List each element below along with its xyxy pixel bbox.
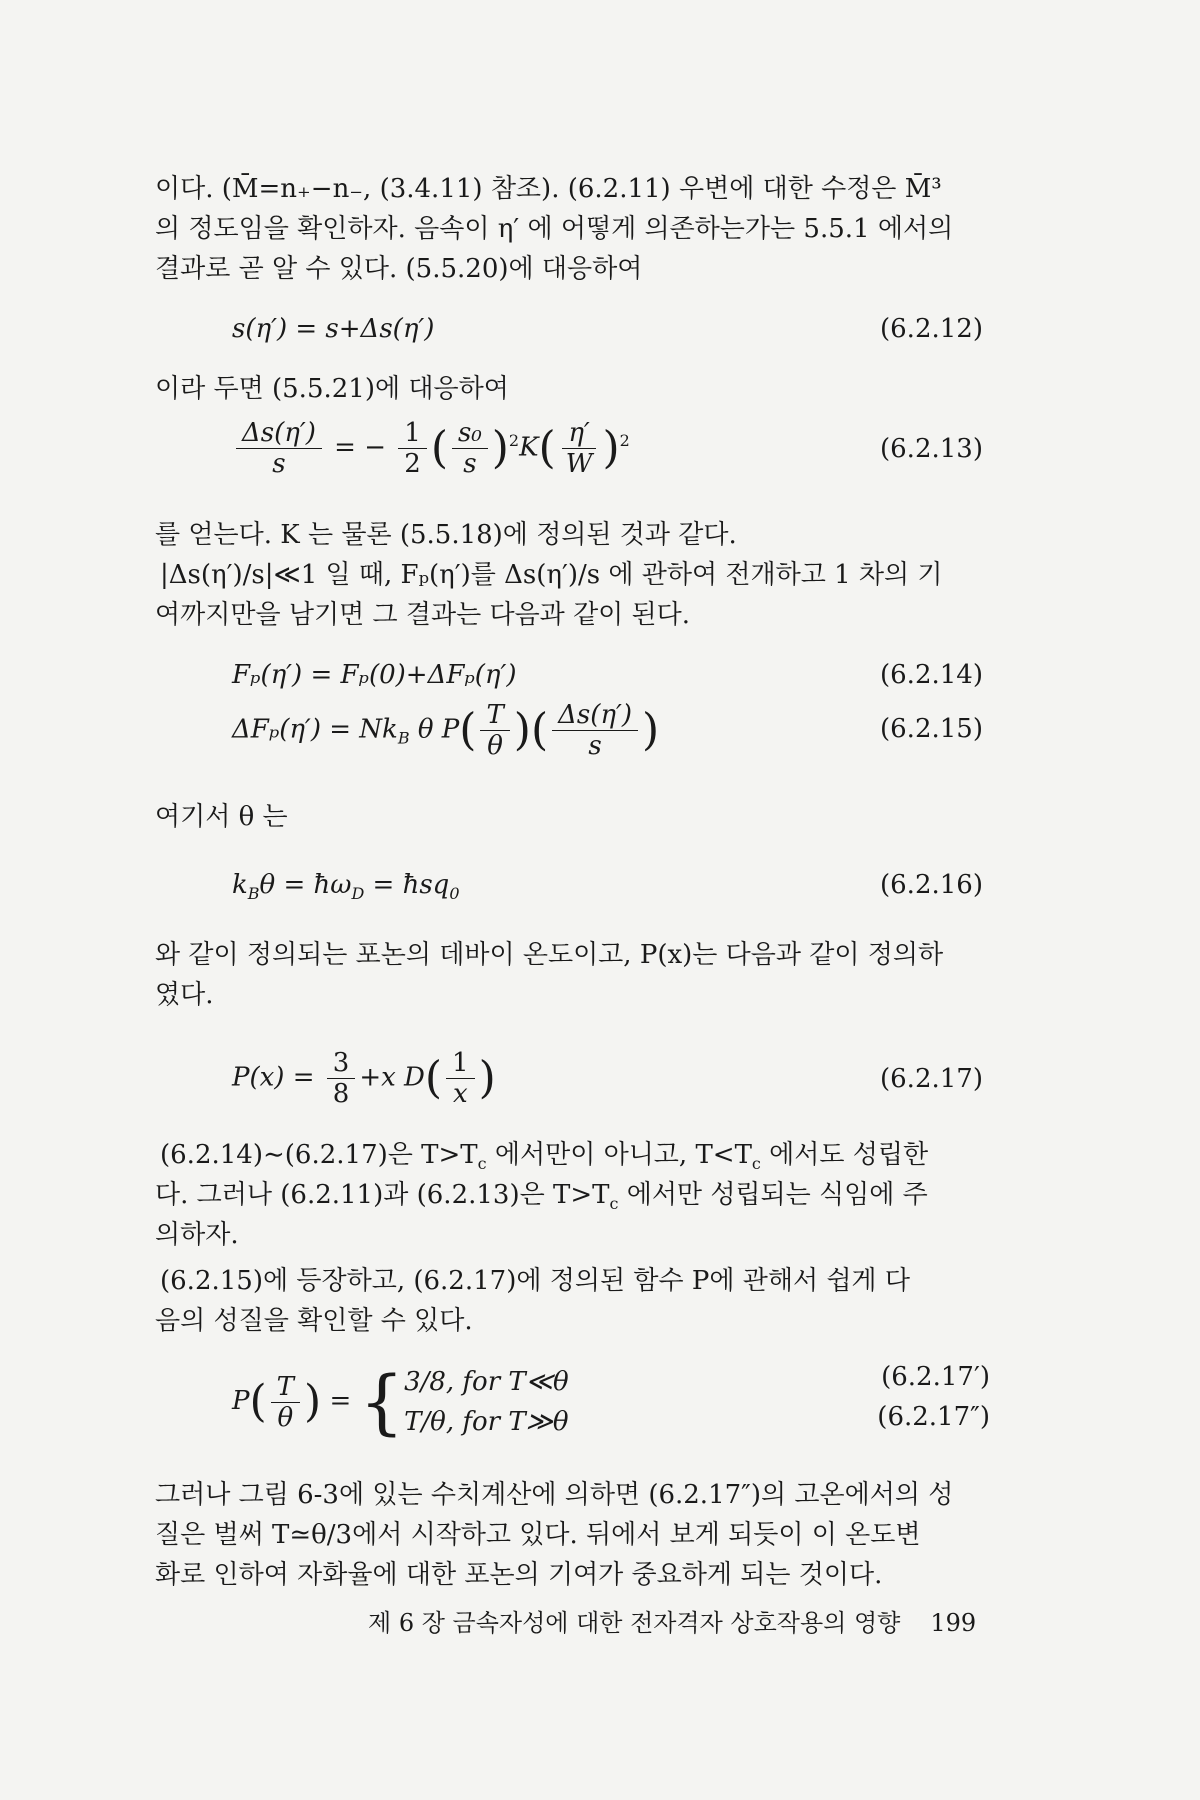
equation-6-2-15: $\Delta F_p(\eta') = Nk_B$ θ P( $\frac{T}{\theta}$ )( $\frac{\Delta s(\eta')}{s}$ ) <box>232 700 660 761</box>
text-line: 이다. (M̄=n₊−n₋, (3.4.11) 참조). (6.2.11) 우변에 대한 수정은 M̄³ <box>155 174 942 204</box>
running-head: 제 6 장 금속자성에 대한 전자격자 상호작용의 영향 <box>368 1609 901 1637</box>
equation-number: (6.2.16) <box>880 870 983 900</box>
equation-number: (6.2.12) <box>880 314 983 344</box>
page-footer <box>368 1608 976 1638</box>
equation-6-2-17-cases: P( $\frac{T}{\theta}$ ) = { 3/8, for T≪θ T/θ, for T≫θ <box>232 1361 569 1443</box>
fraction: $\frac{1}{2}$ <box>398 418 427 479</box>
fraction: $\frac{T}{\theta}$ <box>271 1372 300 1433</box>
equation-6-2-12: s(η′) = s+Δs(η′) <box>232 314 435 344</box>
fraction: $\frac{\Delta s(\eta')}{s}$ <box>236 418 322 479</box>
text-line: 화로 인하여 자화율에 대한 포논의 기여가 중요하게 되는 것이다. <box>155 1560 883 1590</box>
page-number: 199 <box>930 1609 977 1637</box>
equation-number: (6.2.13) <box>880 434 983 464</box>
text-line: 그러나 그림 6-3에 있는 수치계산에 의하면 (6.2.17″)의 고온에서의 성 <box>155 1480 954 1510</box>
text-line: 였다. <box>155 980 214 1010</box>
equation-6-2-16: $k_B\theta$ = $ħ\omega_D$ = ħsq$_0$ <box>232 870 460 904</box>
text-line: 음의 성질을 확인할 수 있다. <box>155 1306 473 1336</box>
text-line: 의하자. <box>155 1220 239 1250</box>
text-line: 의 정도임을 확인하자. 음속이 η′ 에 어떻게 의존하는가는 5.5.1 에서의 <box>155 214 954 244</box>
text-line: 여까지만을 남기면 그 결과는 다음과 같이 된다. <box>155 600 691 630</box>
fraction: $\frac{1}{x}$ <box>446 1048 475 1109</box>
equation-6-2-17: P(x) = $\frac{3}{8}$ +x D( $\frac{1}{x}$ ) <box>232 1048 496 1109</box>
fraction: $\frac{\text{s₀}}{s}$ <box>452 418 488 479</box>
equation-number: (6.2.17″) <box>877 1402 990 1432</box>
fraction: $\frac{3}{8}$ <box>327 1048 356 1109</box>
equation-number: (6.2.17) <box>880 1064 983 1094</box>
text-line: 이라 두면 (5.5.21)에 대응하여 <box>155 374 509 404</box>
text-line: 다. 그러나 (6.2.11)과 (6.2.13)은 $T>T_c$ 에서만 성립되는 식임에 주 <box>155 1180 928 1214</box>
text-line: |Δs(η′)/s|≪1 일 때, Fₚ(η′)를 Δs(η′)/s 에 관하여 전개하고 1 차의 기 <box>160 560 943 590</box>
text-line: (6.2.14)∼(6.2.17)은 $T>T_c$ 에서만이 아니고, $T<T_c$ 에서도 성립한 <box>160 1140 929 1174</box>
equation-6-2-14: Fₚ(η′) = Fₚ(0)+ΔFₚ(η′) <box>232 660 517 690</box>
text-line: 결과로 곧 알 수 있다. (5.5.20)에 대응하여 <box>155 254 643 284</box>
equation-number: (6.2.14) <box>880 660 983 690</box>
equation-6-2-13: $\frac{\Delta s(\eta')}{s}$ = − $\frac{1}{2}$ ( $\frac{\text{s₀}}{s}$ )$^2$K( $\frac{\eta'}{W}$ )$^2$ <box>232 418 630 479</box>
text-line: 를 얻는다. K 는 물론 (5.5.18)에 정의된 것과 같다. <box>155 520 737 550</box>
fraction: $\frac{\eta'}{W}$ <box>560 418 599 479</box>
text-line: (6.2.15)에 등장하고, (6.2.17)에 정의된 함수 P에 관해서 쉽게 다 <box>160 1266 910 1296</box>
fraction: $\frac{\Delta s(\eta')}{s}$ <box>552 700 638 761</box>
text-line: 와 같이 정의되는 포논의 데바이 온도이고, P(x)는 다음과 같이 정의하 <box>155 940 944 970</box>
fraction: $\frac{T}{\theta}$ <box>480 700 509 761</box>
text-line: 여기서 θ 는 <box>155 802 288 832</box>
equation-number: (6.2.17′) <box>881 1362 990 1392</box>
equation-number: (6.2.15) <box>880 714 983 744</box>
text-line: 질은 벌써 T≃θ/3에서 시작하고 있다. 뒤에서 보게 되듯이 이 온도변 <box>155 1520 921 1550</box>
